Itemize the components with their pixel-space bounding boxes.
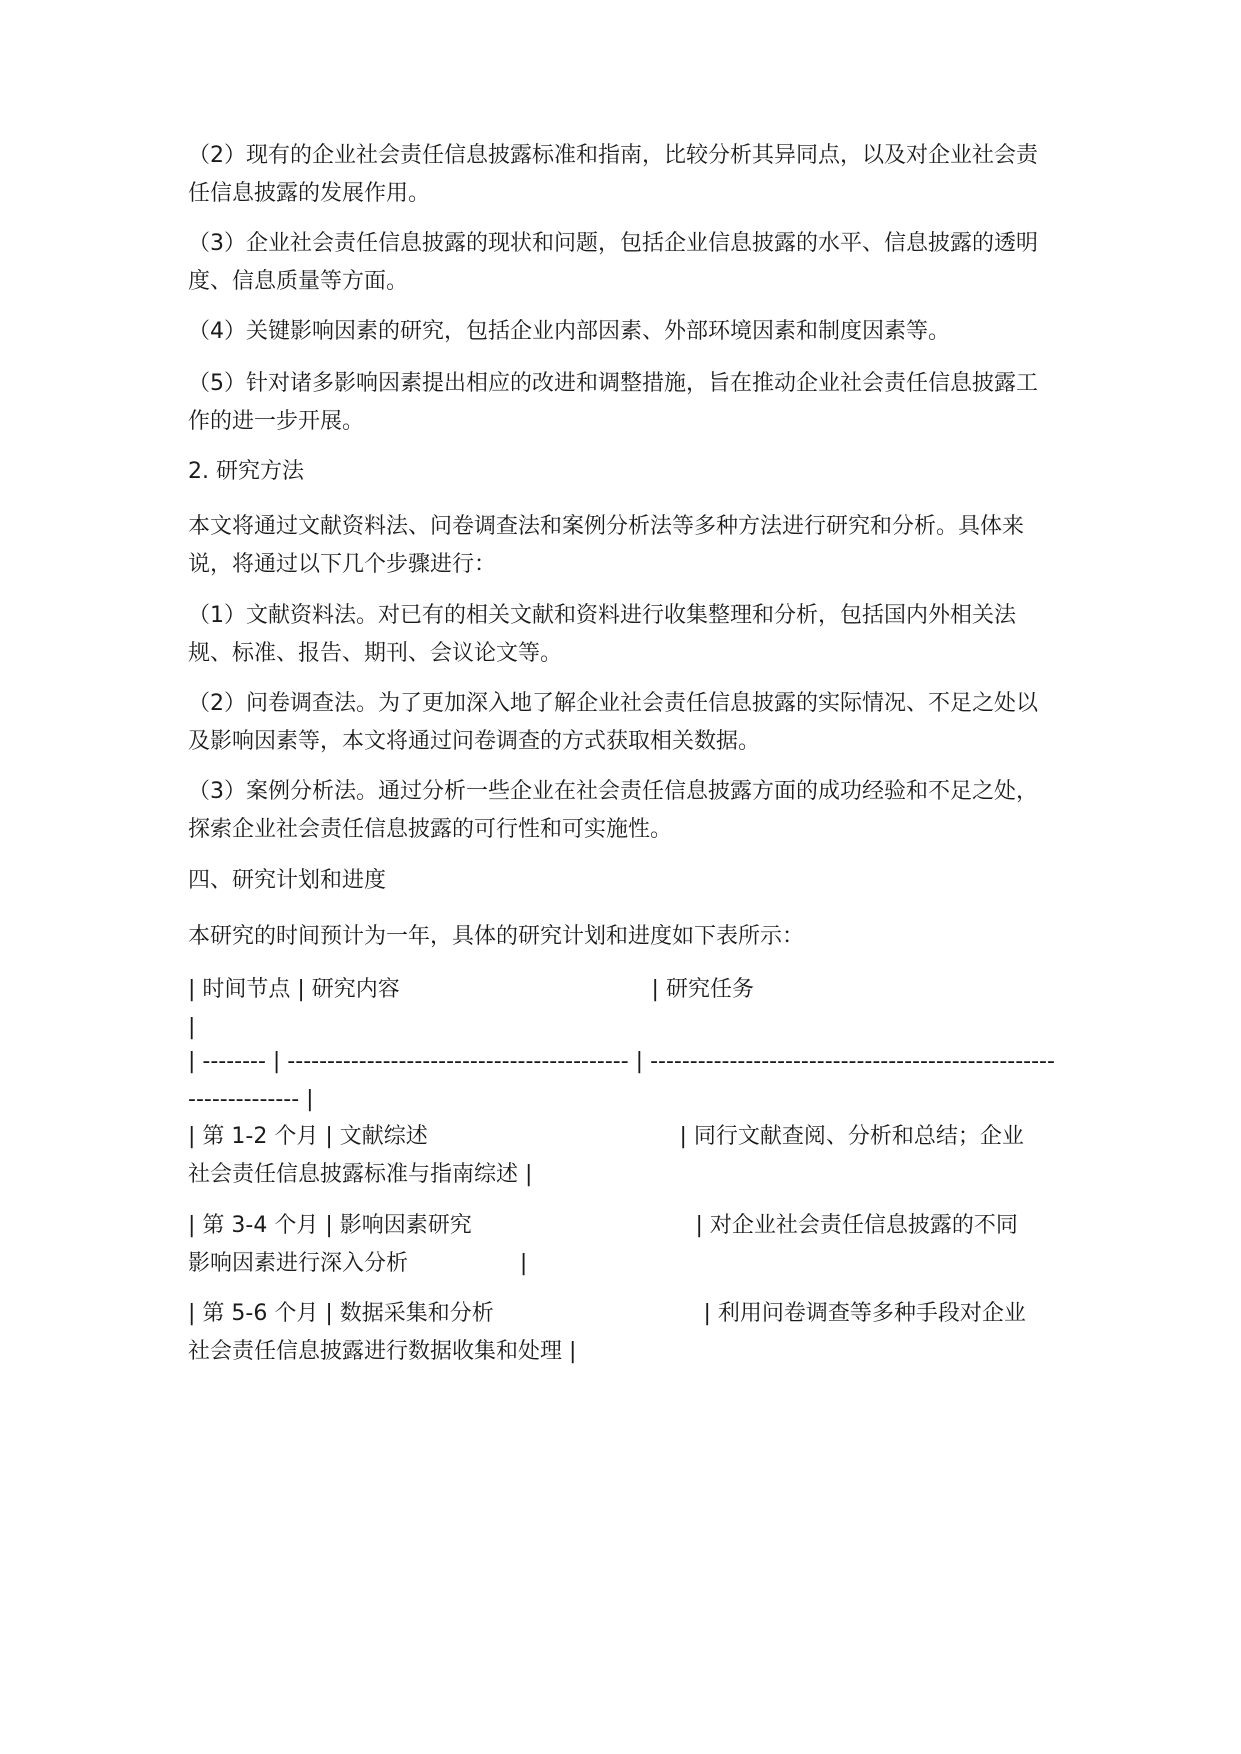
paragraph-plan-intro: 本研究的时间预计为一年，具体的研究计划和进度如下表所示： <box>188 924 805 949</box>
section-heading-research-methods: 2. 研究方法 <box>188 459 304 484</box>
section-heading-research-plan: 四、研究计划和进度 <box>188 868 387 893</box>
paragraph-method-case-study: （3）案例分析法。通过分析一些企业在社会责任信息披露方面的成功经验和不足之处，探索企业社会责任信息披露的可行性和可实施性。 <box>188 779 1038 842</box>
table-separator-row: | -------- | ------------------------------------------- | ----------------------------------------------------------------- | <box>188 1049 1055 1112</box>
table-row: | 第 1-2 个月 | 文献综述 | 同行文献查阅、分析和总结；企业 社会责任信息披露标准与指南综述 | <box>188 1124 1024 1187</box>
table-row: | 第 3-4 个月 | 影响因素研究 | 对企业社会责任信息披露的不同 影响因素进行深入分析 | <box>188 1213 1018 1276</box>
table-header-row: | 时间节点 | 研究内容 | 研究任务 | <box>188 977 754 1040</box>
table-row: | 第 5-6 个月 | 数据采集和分析 | 利用问卷调查等多种手段对企业 社会责任信息披露进行数据收集和处理 | <box>188 1301 1026 1364</box>
paragraph-method-literature: （1）文献资料法。对已有的相关文献和资料进行收集整理和分析，包括国内外相关法规、标准、报告、期刊、会议论文等。 <box>188 603 1016 666</box>
paragraph-methods-intro: 本文将通过文献资料法、问卷调查法和案例分析法等多种方法进行研究和分析。具体来说，将通过以下几个步骤进行： <box>188 514 1025 577</box>
paragraph-scope-2: （2）现有的企业社会责任信息披露标准和指南，比较分析其异同点，以及对企业社会责任信息披露的发展作用。 <box>188 143 1038 206</box>
paragraph-scope-5: （5）针对诸多影响因素提出相应的改进和调整措施，旨在推动企业社会责任信息披露工作的进一步开展。 <box>188 371 1038 434</box>
paragraph-scope-3: （3）企业社会责任信息披露的现状和问题，包括企业信息披露的水平、信息披露的透明度、信息质量等方面。 <box>188 231 1038 294</box>
paragraph-method-questionnaire: （2）问卷调查法。为了更加深入地了解企业社会责任信息披露的实际情况、不足之处以及影响因素等，本文将通过问卷调查的方式获取相关数据。 <box>188 691 1038 754</box>
paragraph-scope-4: （4）关键影响因素的研究，包括企业内部因素、外部环境因素和制度因素等。 <box>188 319 950 344</box>
